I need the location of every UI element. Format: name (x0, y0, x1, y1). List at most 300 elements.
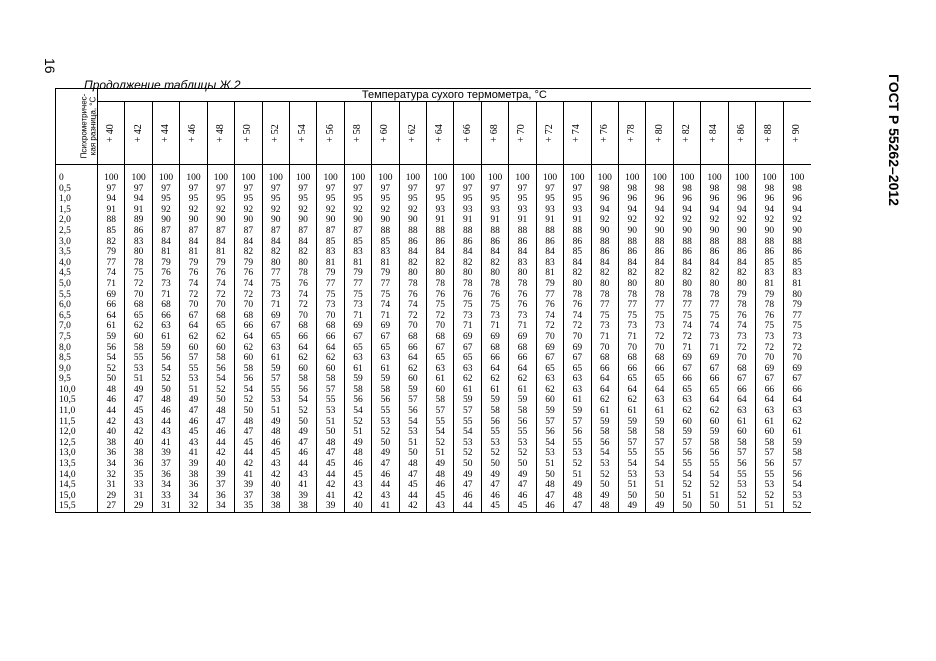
humidity-cell: 68 (289, 321, 316, 332)
humidity-cell: 56 (536, 427, 563, 438)
humidity-cell: 67 (673, 364, 700, 375)
humidity-cell: 96 (646, 194, 673, 205)
humidity-cell: 38 (98, 438, 125, 449)
humidity-cell: 67 (783, 374, 811, 385)
humidity-cell: 59 (536, 406, 563, 417)
humidity-cell: 73 (152, 279, 179, 290)
humidity-cell: 66 (509, 353, 536, 364)
humidity-cell: 77 (344, 279, 371, 290)
humidity-cell: 74 (372, 300, 399, 311)
humidity-cell: 43 (125, 417, 152, 428)
humidity-cell: 37 (152, 459, 179, 470)
humidity-cell: 55 (756, 470, 783, 481)
humidity-cell: 48 (235, 417, 262, 428)
table-row (56, 470, 811, 481)
humidity-cell: 77 (536, 290, 563, 301)
humidity-cell: 70 (756, 353, 783, 364)
humidity-cell: 57 (454, 406, 481, 417)
humidity-cell: 77 (701, 300, 728, 311)
humidity-cell: 52 (98, 364, 125, 375)
standard-designation: ГОСТ Р 55262–2012 (886, 74, 902, 206)
humidity-cell: 76 (509, 290, 536, 301)
humidity-cell: 38 (262, 501, 289, 512)
psychrometric-difference-cell: 11,0 (56, 406, 98, 417)
humidity-cell: 82 (701, 268, 728, 279)
humidity-cell: 71 (591, 332, 618, 343)
humidity-cell: 62 (701, 406, 728, 417)
humidity-cell: 58 (591, 427, 618, 438)
humidity-cell: 100 (152, 173, 179, 184)
humidity-cell: 68 (427, 332, 454, 343)
table-row (56, 300, 811, 311)
humidity-cell: 64 (756, 395, 783, 406)
humidity-cell: 97 (125, 184, 152, 195)
humidity-cell: 84 (180, 237, 207, 248)
humidity-cell: 97 (536, 184, 563, 195)
humidity-cell: 70 (180, 300, 207, 311)
humidity-cell: 77 (317, 279, 344, 290)
humidity-cell: 50 (317, 427, 344, 438)
humidity-cell: 53 (372, 417, 399, 428)
humidity-cell: 52 (756, 491, 783, 502)
humidity-cell: 65 (454, 353, 481, 364)
humidity-cell: 94 (619, 205, 646, 216)
humidity-cell: 58 (646, 427, 673, 438)
humidity-cell: 79 (235, 258, 262, 269)
humidity-cell: 58 (509, 406, 536, 417)
humidity-cell: 84 (646, 258, 673, 269)
humidity-cell: 100 (98, 173, 125, 184)
humidity-cell: 72 (125, 279, 152, 290)
humidity-cell: 54 (536, 438, 563, 449)
humidity-cell: 69 (344, 321, 371, 332)
humidity-cell: 87 (344, 226, 371, 237)
humidity-cell: 53 (509, 438, 536, 449)
psychrometric-difference-cell: 13,5 (56, 459, 98, 470)
humidity-cell: 84 (481, 247, 508, 258)
table-row (56, 194, 811, 205)
humidity-cell: 97 (180, 184, 207, 195)
humidity-cell: 35 (235, 501, 262, 512)
humidity-cell: 61 (454, 385, 481, 396)
humidity-cell: 90 (344, 215, 371, 226)
humidity-cell: 95 (509, 194, 536, 205)
humidity-cell: 56 (372, 395, 399, 406)
humidity-cell: 56 (344, 395, 371, 406)
humidity-cell: 92 (180, 205, 207, 216)
humidity-cell: 80 (564, 279, 591, 290)
column-header (701, 102, 728, 165)
humidity-cell: 64 (783, 395, 811, 406)
humidity-cell: 95 (564, 194, 591, 205)
humidity-cell: 57 (262, 374, 289, 385)
humidity-cell: 51 (536, 459, 563, 470)
humidity-cell: 100 (591, 173, 618, 184)
humidity-cell: 36 (152, 470, 179, 481)
humidity-cell: 73 (701, 332, 728, 343)
humidity-cell: 51 (673, 491, 700, 502)
humidity-cell: 72 (646, 332, 673, 343)
humidity-cell: 75 (317, 290, 344, 301)
humidity-cell: 59 (564, 406, 591, 417)
humidity-cell: 86 (509, 237, 536, 248)
humidity-cell: 82 (289, 247, 316, 258)
psychrometric-difference-cell: 2,0 (56, 215, 98, 226)
humidity-cell: 92 (619, 215, 646, 226)
humidity-cell: 100 (344, 173, 371, 184)
humidity-cell: 34 (98, 459, 125, 470)
humidity-cell: 91 (481, 215, 508, 226)
humidity-cell: 95 (454, 194, 481, 205)
humidity-cell: 52 (289, 406, 316, 417)
humidity-cell: 78 (481, 279, 508, 290)
humidity-cell: 86 (454, 237, 481, 248)
humidity-cell: 74 (399, 300, 426, 311)
humidity-cell: 59 (98, 332, 125, 343)
humidity-cell: 46 (536, 501, 563, 512)
humidity-cell: 56 (207, 364, 234, 375)
humidity-cell: 72 (289, 300, 316, 311)
humidity-cell: 48 (98, 385, 125, 396)
humidity-cell: 46 (207, 427, 234, 438)
humidity-cell: 52 (509, 448, 536, 459)
psychrometric-difference-cell: 6,0 (56, 300, 98, 311)
humidity-cell: 47 (207, 417, 234, 428)
humidity-cell: 74 (673, 321, 700, 332)
humidity-cell: 75 (372, 290, 399, 301)
humidity-cell: 61 (372, 364, 399, 375)
humidity-cell: 74 (536, 311, 563, 322)
humidity-cell: 48 (207, 406, 234, 417)
humidity-cell: 72 (427, 311, 454, 322)
humidity-cell: 58 (235, 364, 262, 375)
humidity-cell: 77 (646, 300, 673, 311)
humidity-cell: 63 (344, 353, 371, 364)
humidity-cell: 69 (673, 353, 700, 364)
humidity-cell: 63 (783, 406, 811, 417)
humidity-cell: 74 (701, 321, 728, 332)
humidity-cell: 58 (125, 343, 152, 354)
humidity-cell: 67 (454, 343, 481, 354)
humidity-cell: 83 (756, 268, 783, 279)
humidity-cell: 61 (728, 417, 755, 428)
humidity-cell: 50 (509, 459, 536, 470)
humidity-cell: 81 (783, 279, 811, 290)
humidity-cell: 49 (125, 385, 152, 396)
humidity-cell: 71 (98, 279, 125, 290)
humidity-cell: 80 (701, 279, 728, 290)
humidity-cell: 81 (317, 258, 344, 269)
humidity-cell: 53 (564, 448, 591, 459)
humidity-cell: 35 (125, 470, 152, 481)
humidity-cell: 82 (427, 258, 454, 269)
psychrometric-difference-cell: 15,0 (56, 491, 98, 502)
psychrometric-difference-cell: 15,5 (56, 501, 98, 512)
humidity-cell: 62 (235, 343, 262, 354)
humidity-cell: 51 (344, 427, 371, 438)
humidity-cell: 58 (289, 374, 316, 385)
humidity-cell: 100 (125, 173, 152, 184)
humidity-cell: 77 (591, 300, 618, 311)
humidity-cell: 50 (152, 385, 179, 396)
humidity-cell: 51 (180, 385, 207, 396)
column-header-label: + 44 (159, 123, 171, 143)
humidity-cell: 61 (783, 427, 811, 438)
humidity-cell: 63 (536, 374, 563, 385)
humidity-cell: 68 (646, 353, 673, 364)
humidity-cell: 90 (372, 215, 399, 226)
humidity-cell: 69 (509, 332, 536, 343)
table-row (56, 205, 811, 216)
humidity-cell: 52 (427, 438, 454, 449)
humidity-cell: 54 (289, 395, 316, 406)
humidity-cell: 60 (317, 364, 344, 375)
humidity-cell: 100 (564, 173, 591, 184)
humidity-cell: 65 (619, 374, 646, 385)
humidity-cell: 64 (591, 385, 618, 396)
humidity-cell: 55 (125, 353, 152, 364)
humidity-cell: 79 (728, 290, 755, 301)
psychrometric-difference-cell: 8,5 (56, 353, 98, 364)
humidity-cell: 53 (180, 374, 207, 385)
humidity-cell: 49 (509, 470, 536, 481)
humidity-cell: 47 (536, 491, 563, 502)
table-row (56, 184, 811, 195)
humidity-cell: 94 (728, 205, 755, 216)
humidity-cell: 100 (646, 173, 673, 184)
column-header-label: + 40 (104, 123, 116, 143)
humidity-cell: 90 (646, 226, 673, 237)
humidity-cell: 65 (646, 374, 673, 385)
humidity-cell: 76 (509, 300, 536, 311)
humidity-cell: 55 (180, 364, 207, 375)
column-header-label: + 70 (516, 123, 528, 143)
humidity-cell: 31 (152, 501, 179, 512)
humidity-cell: 48 (427, 470, 454, 481)
humidity-cell: 47 (289, 438, 316, 449)
humidity-cell: 78 (289, 268, 316, 279)
humidity-cell: 60 (235, 353, 262, 364)
humidity-cell: 58 (619, 427, 646, 438)
humidity-cell: 45 (235, 438, 262, 449)
humidity-cell: 70 (235, 300, 262, 311)
humidity-cell: 84 (152, 237, 179, 248)
humidity-cell: 56 (783, 470, 811, 481)
corner-header-line2: кая разница, °С (88, 96, 98, 156)
humidity-cell: 88 (619, 237, 646, 248)
column-header (207, 102, 234, 165)
humidity-cell: 62 (125, 321, 152, 332)
humidity-cell: 50 (536, 470, 563, 481)
humidity-cell: 69 (783, 364, 811, 375)
table-row (56, 406, 811, 417)
humidity-cell: 90 (152, 215, 179, 226)
humidity-cell: 65 (262, 332, 289, 343)
column-header (317, 102, 344, 165)
humidity-cell: 98 (728, 184, 755, 195)
humidity-cell: 92 (152, 205, 179, 216)
humidity-cell: 91 (98, 205, 125, 216)
humidity-cell: 45 (262, 448, 289, 459)
humidity-cell: 34 (180, 491, 207, 502)
humidity-cell: 65 (125, 311, 152, 322)
humidity-cell: 56 (98, 343, 125, 354)
humidity-cell: 85 (344, 237, 371, 248)
humidity-cell: 100 (399, 173, 426, 184)
humidity-cell: 88 (372, 226, 399, 237)
humidity-cell: 32 (98, 470, 125, 481)
humidity-cell: 98 (701, 184, 728, 195)
humidity-cell: 62 (783, 417, 811, 428)
psychrometric-difference-cell: 4,0 (56, 258, 98, 269)
humidity-cell: 47 (125, 395, 152, 406)
humidity-cell: 90 (756, 226, 783, 237)
column-header (262, 102, 289, 165)
humidity-cell: 100 (262, 173, 289, 184)
humidity-cell: 40 (207, 459, 234, 470)
humidity-cell: 75 (427, 300, 454, 311)
humidity-cell: 54 (701, 470, 728, 481)
humidity-cell: 71 (262, 300, 289, 311)
humidity-cell: 70 (783, 353, 811, 364)
humidity-cell: 59 (646, 417, 673, 428)
humidity-cell: 71 (673, 343, 700, 354)
humidity-cell: 81 (372, 258, 399, 269)
humidity-cell: 94 (756, 205, 783, 216)
humidity-cell: 68 (399, 332, 426, 343)
humidity-cell: 92 (344, 205, 371, 216)
humidity-cell: 90 (235, 215, 262, 226)
humidity-cell: 67 (427, 343, 454, 354)
humidity-cell: 55 (564, 438, 591, 449)
humidity-cell: 92 (207, 205, 234, 216)
humidity-cell: 88 (701, 237, 728, 248)
humidity-cell: 97 (481, 184, 508, 195)
humidity-cell: 87 (235, 226, 262, 237)
humidity-cell: 78 (646, 290, 673, 301)
page-number: 16 (42, 58, 58, 74)
humidity-cell: 88 (783, 237, 811, 248)
column-header (98, 102, 125, 165)
humidity-cell: 100 (619, 173, 646, 184)
humidity-cell: 44 (317, 470, 344, 481)
humidity-cell: 76 (235, 268, 262, 279)
humidity-cell: 86 (701, 247, 728, 258)
humidity-cell: 50 (591, 480, 618, 491)
humidity-cell: 63 (756, 406, 783, 417)
humidity-cell: 84 (262, 237, 289, 248)
humidity-cell: 92 (783, 215, 811, 226)
psychrometric-difference-cell: 11,5 (56, 417, 98, 428)
column-header (481, 102, 508, 165)
humidity-cell: 90 (783, 226, 811, 237)
humidity-cell: 63 (673, 395, 700, 406)
humidity-cell: 73 (509, 311, 536, 322)
humidity-cell: 73 (646, 321, 673, 332)
table-caption: Продолжение таблицы Ж.2 (84, 78, 241, 92)
humidity-cell: 84 (591, 258, 618, 269)
humidity-cell: 86 (427, 237, 454, 248)
humidity-cell: 59 (152, 343, 179, 354)
humidity-cell: 62 (207, 332, 234, 343)
humidity-cell: 55 (646, 448, 673, 459)
humidity-cell: 50 (454, 459, 481, 470)
humidity-cell: 87 (317, 226, 344, 237)
humidity-cell: 90 (180, 215, 207, 226)
humidity-cell: 59 (509, 395, 536, 406)
humidity-cell: 53 (646, 470, 673, 481)
column-header-label: + 76 (598, 123, 610, 143)
humidity-cell: 47 (235, 427, 262, 438)
humidity-cell: 92 (399, 205, 426, 216)
humidity-cell: 46 (98, 395, 125, 406)
column-header-label: + 84 (708, 123, 720, 143)
humidity-cell: 62 (317, 353, 344, 364)
humidity-cell: 32 (180, 501, 207, 512)
humidity-cell: 56 (591, 438, 618, 449)
humidity-cell: 91 (125, 205, 152, 216)
humidity-cell: 69 (481, 332, 508, 343)
humidity-cell: 47 (317, 448, 344, 459)
humidity-cell: 46 (289, 448, 316, 459)
humidity-cell: 68 (207, 311, 234, 322)
humidity-cell: 63 (564, 374, 591, 385)
humidity-cell: 56 (235, 374, 262, 385)
humidity-cell: 86 (646, 247, 673, 258)
humidity-cell: 68 (235, 311, 262, 322)
humidity-cell: 56 (152, 353, 179, 364)
psychrometric-difference-cell: 14,0 (56, 470, 98, 481)
humidity-cell: 78 (399, 279, 426, 290)
humidity-cell: 93 (481, 205, 508, 216)
column-header-label: + 50 (242, 123, 254, 143)
humidity-cell: 75 (262, 279, 289, 290)
humidity-cell: 62 (619, 395, 646, 406)
column-header (591, 102, 618, 165)
humidity-cell: 95 (399, 194, 426, 205)
humidity-cell: 58 (372, 385, 399, 396)
humidity-cell: 85 (783, 258, 811, 269)
humidity-cell: 93 (427, 205, 454, 216)
column-header (454, 102, 481, 165)
column-header (756, 102, 783, 165)
humidity-cell: 100 (756, 173, 783, 184)
humidity-cell: 59 (701, 427, 728, 438)
humidity-cell: 80 (509, 268, 536, 279)
humidity-cell: 57 (728, 448, 755, 459)
humidity-cell: 98 (646, 184, 673, 195)
column-header (289, 102, 316, 165)
humidity-cell: 39 (207, 470, 234, 481)
psychrometric-difference-cell: 9,5 (56, 374, 98, 385)
humidity-cell: 96 (728, 194, 755, 205)
humidity-cell: 86 (481, 237, 508, 248)
column-header (152, 102, 179, 165)
humidity-cell: 59 (783, 438, 811, 449)
column-header-label: + 64 (433, 123, 445, 143)
corner-header-line1: Психрометричес- (79, 93, 89, 159)
humidity-cell: 73 (262, 290, 289, 301)
humidity-cell: 54 (399, 417, 426, 428)
humidity-cell: 49 (454, 470, 481, 481)
humidity-cell: 29 (125, 501, 152, 512)
humidity-cell: 88 (564, 226, 591, 237)
humidity-cell: 55 (317, 395, 344, 406)
humidity-cell: 90 (619, 226, 646, 237)
humidity-cell: 49 (427, 459, 454, 470)
humidity-cell: 77 (98, 258, 125, 269)
humidity-cell: 33 (152, 491, 179, 502)
